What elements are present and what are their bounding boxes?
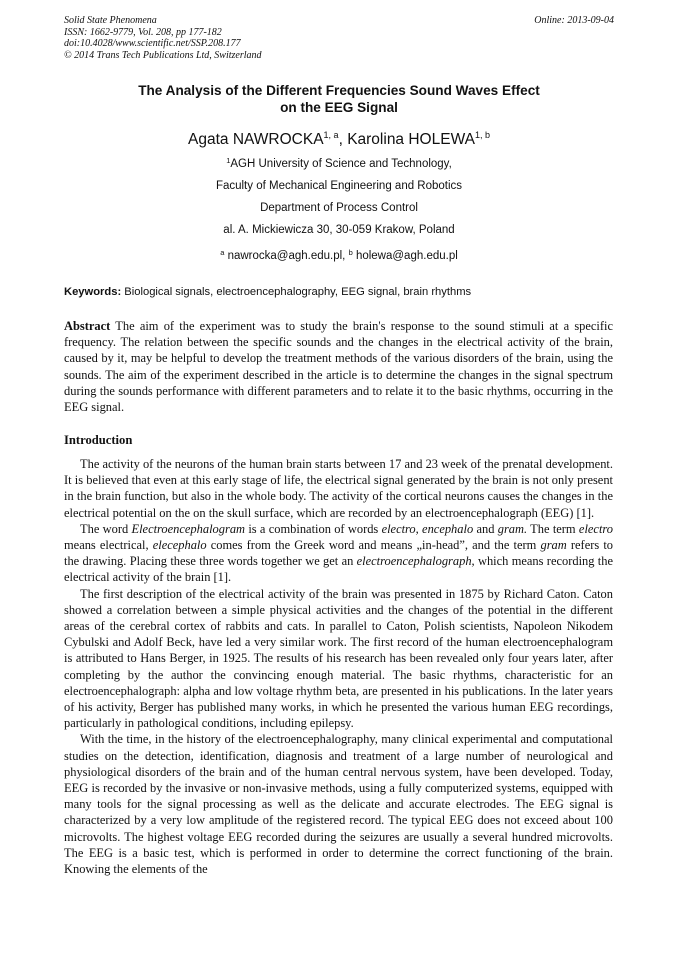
author-2: Karolina HOLEWA <box>347 131 475 148</box>
author-separator: , <box>338 131 348 148</box>
p2-term: gram <box>540 538 567 553</box>
p2-text: The word <box>80 521 132 536</box>
journal-header <box>64 15 262 61</box>
abstract <box>64 318 613 415</box>
author-2-affil-mark: 1, b <box>474 130 490 140</box>
p2-text: means electrical, <box>64 538 153 553</box>
title-line-1: The Analysis of the Different Frequencies Sound Waves Effect <box>138 83 540 98</box>
p2-term: gram. <box>497 521 528 536</box>
intro-paragraph-1: The activity of the neurons of the human brain starts between 17 and 23 week of the prenatal development. It is believed that even at this early stage of life, the electrical signal generated by the brain is not only present in the brain function, but also in the whole body. The activity of the cortical neurons causes the changes in the electrical potential on the on the skull surface, which are recorded by an electroencephalograph (EEG) [1]. <box>64 457 613 520</box>
section-heading-introduction: Introduction <box>64 433 133 447</box>
p2-text: which means recording the electrical activity of the brain [1]. <box>64 554 613 585</box>
abstract-label: Abstract <box>64 319 111 333</box>
keywords-label: Keywords: <box>64 286 122 298</box>
email-mark-a: a <box>220 248 225 257</box>
p2-text: is a combination of words <box>245 521 382 536</box>
p2-term: electro <box>578 521 613 536</box>
affiliation-university: AGH University of Science and Technology, <box>230 158 452 170</box>
p2-term: Electroencephalogram <box>131 521 246 536</box>
author-1: Agata NAWROCKA <box>188 131 324 148</box>
author-1-affil-mark: 1, a <box>323 130 339 140</box>
intro-paragraph-4: With the time, in the history of the electroencephalography, many clinical experimental and computational studies on the detection, identification, diagnosis and treatment of a large number of neurological and physiological disorders of the brain and of the human central nervous system, have been developed. Today, EEG is recorded by the invasive or non-invasive methods, using a fully computerized systems, equipped with many tools for the signal processing as well as the delicate and accurate electrodes. The EEG signal is characterized by a very low amplitude of the registered record. The typical EEG does not exceed about 100 microvolts. The highest voltage EEG recorded during the seizures are usually a several hundred microvolts. The EEG is a basic test, which is performed in order to determine the correct functioning of the brain. Knowing the elements of the <box>64 732 613 877</box>
paper-title <box>60 82 618 116</box>
p2-text: and <box>473 521 498 536</box>
author-emails <box>60 249 618 263</box>
p2-term: elecephalo <box>152 538 207 553</box>
title-line-2: on the EEG Signal <box>280 100 398 115</box>
email-a: nawrocka@agh.edu.pl, <box>224 250 349 262</box>
affiliation-line-3: Department of Process Control <box>260 202 418 214</box>
intro-paragraph-2 <box>64 521 613 586</box>
keywords <box>64 285 624 299</box>
online-date: Online: 2013-09-04 <box>534 15 614 26</box>
p2-term: electroencephalograph, <box>356 554 475 569</box>
introduction-body <box>64 456 613 877</box>
keywords-text: Biological signals, electroencephalography, EEG signal, brain rhythms <box>121 286 472 298</box>
email-mark-b: b <box>348 248 353 257</box>
p2-text: refers to the drawing. Placing these three words together we get an <box>64 538 614 569</box>
issn: ISSN: 1662-9779, Vol. 208, pp 177-182 <box>64 26 222 38</box>
p2-term: electro, encephalo <box>381 521 474 536</box>
affiliation-line-1 <box>60 157 618 171</box>
p2-text: The term <box>527 521 579 536</box>
journal-name: Solid State Phenomena <box>64 15 157 26</box>
intro-paragraph-3: The first description of the electrical activity of the brain was presented in 1875 by Richard Caton. Caton showed a correlation between a simple physical activities and the changes of the potential in the different areas of the cerebral cortex of rabbits and cats. In parallel to Caton, Polish scientists, Napoleon Nikodem Cybulski and Adolf Beck, have led a very similar work. The first record of the human electroencephalogram is attributed to Hans Berger, in 1925. The results of his research has been revealed only four years later, after completing by the author the convincing enough material. The basic rhythms, characteristic for an electroencephalograph: alpha and low voltage rhythm beta, are presented in his publications. In the later years of his activity, Berger has published many works, in which he presented the various human EEG recordings, particularly in pathological conditions, including epilepsy. <box>64 586 613 731</box>
p2-text: comes from the Greek word and means „in-head”, and the term <box>206 538 541 553</box>
email-b: holewa@agh.edu.pl <box>352 250 458 262</box>
author-list <box>60 130 618 150</box>
copyright: © 2014 Trans Tech Publications Ltd, Switzerland <box>64 49 262 61</box>
affiliation-line-4: al. A. Mickiewicza 30, 30-059 Krakow, Poland <box>223 224 455 236</box>
abstract-text: The aim of the experiment was to study the brain's response to the sound stimuli at a specific frequency. The relation between the specific sounds and the changes in the electrical activity of the brain, caused by it, may be helpful to develop the treatment methods of the various disorders of the brain, using the sounds. The aim of the experiment described in the article is to determine the changes in the signal spectrum during the sounds performance with different parameters and to relate it to the basic rhythms, occurring in the EEG signal. <box>64 319 613 415</box>
doi: doi:10.4028/www.scientific.net/SSP.208.177 <box>64 38 241 49</box>
affiliation-mark: 1 <box>226 156 231 165</box>
affiliation-line-2: Faculty of Mechanical Engineering and Robotics <box>215 180 463 192</box>
